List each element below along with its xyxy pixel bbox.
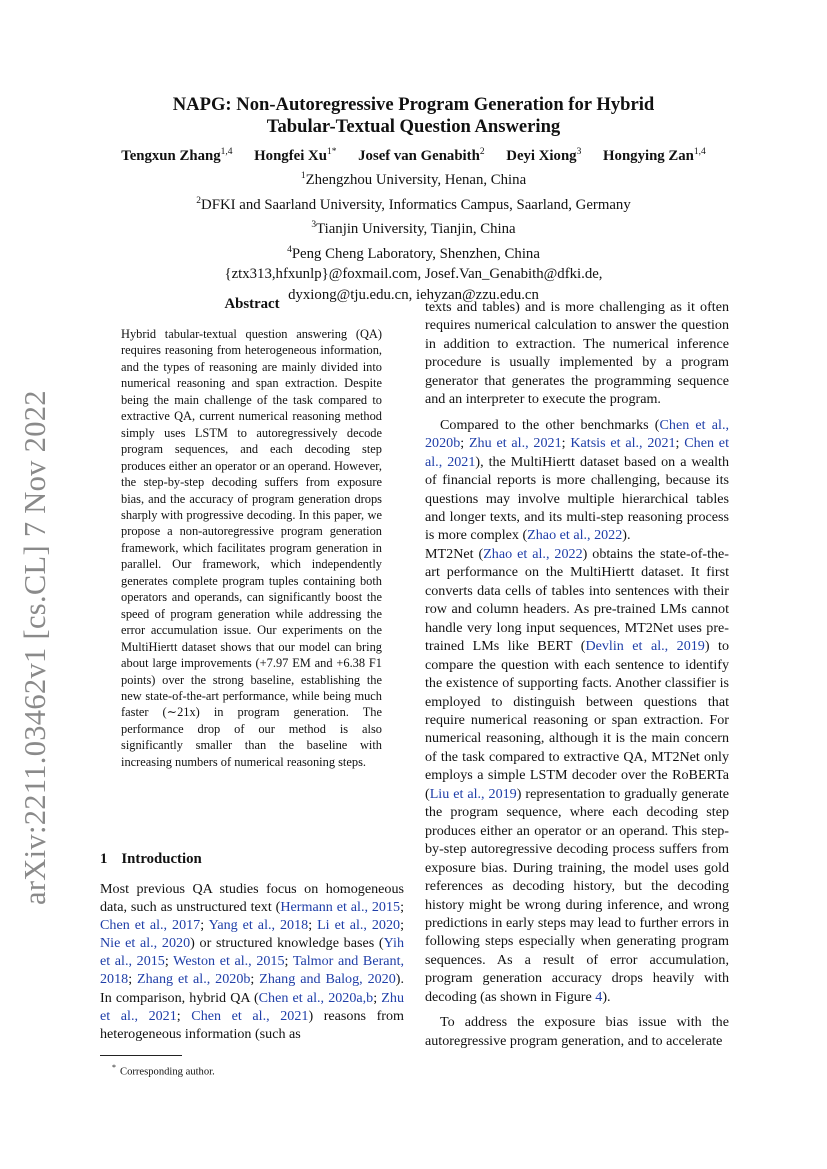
- right-column: [425, 298, 729, 1057]
- author: Hongying Zan$^{1,4}$: [603, 147, 706, 164]
- body-paragraph: To address the exposure bias issue with the autoregressive program generation, and to accelerate: [425, 1014, 729, 1049]
- author: Tengxun Zhang$^{1,4}$: [121, 147, 233, 164]
- section-number: 1: [100, 851, 108, 867]
- citation-link[interactable]: Zhang et al., 2020b: [137, 971, 251, 988]
- citation-link[interactable]: Yang et al., 2018: [208, 917, 309, 934]
- citation-link[interactable]: Hermann et al., 2015: [280, 899, 401, 916]
- citation-link[interactable]: Zhang and Balog, 2020: [259, 971, 396, 988]
- citation-link[interactable]: Katsis et al., 2021: [570, 435, 676, 452]
- abstract-heading: Abstract: [224, 296, 280, 312]
- arxiv-identifier: arXiv:2211.03462v1 [cs.CL] 7 Nov 2022: [18, 390, 52, 905]
- citation-link[interactable]: Liu et al., 2019: [429, 785, 517, 802]
- citation-link[interactable]: Chen et al., 2021: [191, 1007, 309, 1024]
- footnote-text: Corresponding author.: [120, 1066, 215, 1078]
- section-title: Introduction: [121, 851, 202, 867]
- section-heading: [100, 851, 202, 868]
- citation-link[interactable]: Chen et al., 2017: [100, 917, 201, 934]
- figure-link[interactable]: 4: [595, 988, 603, 1005]
- footnote-mark: *: [112, 1063, 116, 1072]
- citation-link[interactable]: Chen et al., 2020b: [425, 416, 729, 452]
- author: Josef van Genabith$^2$: [358, 147, 485, 164]
- citation-link[interactable]: Talmor and Berant, 2018: [100, 953, 405, 988]
- citation-link[interactable]: Zhu et al., 2021: [468, 435, 562, 452]
- footnote-divider: [100, 1055, 182, 1056]
- affiliation: $^1$Zhengzhou University, Henan, China: [300, 171, 527, 188]
- affiliation: $^3$Tianjin University, Tianjin, China: [311, 220, 516, 237]
- citation-link[interactable]: Zhao et al., 2022: [483, 545, 583, 562]
- citation-link[interactable]: Chen et al., 2020a,b: [258, 989, 374, 1006]
- affiliation: $^4$Peng Cheng Laboratory, Shenzhen, China: [287, 244, 540, 262]
- footnote: [112, 1061, 215, 1079]
- body-paragraph: texts and tables) and is more challenging as it often requires numerical calculation to answer the question in addition to extraction. The numerical inference procedure is usually implemented by a program generator that generates the programming sequence and an interpreter to execute the program.: [425, 299, 729, 408]
- abstract-text: Hybrid tabular-textual question answering (QA) requires reasoning from heterogeneous information, and the types of reasoning are mainly divided into numerical reasoning and span extraction. Despite being the main challenge of the task compared to extractive QA, current numerical reasoning method simply uses LSTM to autoregressively decode program sequences, and each decoding step produces either an operator or an operand. However, the step-by-step decoding suffers from exposure bias, and the accuracy of program generation drops sharply with progressive decoding. In this paper, we propose a non-autoregressive program generation framework, which facilitates program generation in parallel. Our framework, which independently generates complete program tuples containing both operators and operands, can significantly boost the speed of program generation while addressing the error accumulation issue. Our experiments on the MultiHiertt dataset shows that our model can bring about large improvements (+7.97 EM and +6.38 F1 points) over the strong baseline, establishing the new state-of-the-art performance, while being much faster (∼21x) in program generation. The performance drop of our method is also significantly smaller than the baseline with increasing numbers of numerical reasoning steps.: [121, 327, 382, 769]
- title-line-2: Tabular-Textual Question Answering: [266, 116, 561, 137]
- intro-paragraph: Most previous QA studies focus on homogeneous data, such as unstructured text (Hermann et al., 2015; Chen et al., 2017; Yang et al., 2018; Li et al., 2020; Nie et al., 2020) or structured knowledge bases (Yih et al., 2015; Weston et al., 2015; Talmor and Berant, 2018; Zhang et al., 2020b; Zhang and Balog, 2020). In comparison, hybrid QA (Chen et al., 2020a,b; Zhu et al., 2021; Chen et al., 2021) reasons from heterogeneous information (such as: [100, 881, 405, 1042]
- citation-link[interactable]: Chen et al., 2021: [425, 435, 729, 470]
- citation-link[interactable]: Nie et al., 2020: [100, 935, 191, 952]
- author: Deyi Xiong$^3$: [506, 147, 582, 164]
- affiliation: $^2$DFKI and Saarland University, Informatics Campus, Saarland, Germany: [196, 195, 631, 213]
- email-line: dyxiong@tju.edu.cn, iehyzan@zzu.edu.cn: [288, 286, 539, 303]
- paper-title: [100, 94, 727, 138]
- author: Hongfei $Xu^{1*}$: [254, 147, 337, 164]
- body-paragraph: Compared to the other benchmarks (Chen et al., 2020b; Zhu et al., 2021; Katsis et al., 2021; Chen et al., 2021), the MultiHiertt dataset based on a wealth of financial reports is more challenging, because its questions may involve multiple hierarchical tables and longer texts, and its multi-step reasoning process is more complex (Zhao et al., 2022). MT2Net (Zhao et al., 2022) obtains the state-of-the-art performance on the MultiHiertt dataset. It first converts data cells of tables into sentences with their row and column headers. As pre-trained LMs cannot handle very long input sequences, MT2Net uses pre-trained LMs like BERT (Devlin et al., 2019) to compare the question with each sentence to identify the existence of supporting facts. Another classifier is employed to distinguish between questions that require numerical reasoning or span extraction. For numerical reasoning, although it is the main concern of the task compared to extractive QA, MT2Net only employs a simple LSTM decoder over the RoBERTa (Liu et al., 2019) representation to gradually generate the program sequence, where each decoding step produces either an operator or an operand. This step-by-step autoregressive decoding process suffers from exposure bias. During training, the model uses gold references as decoding history, but the decoding history might be wrong during inference, and wrong predictions in early steps may lead to further errors in following steps especially when generating program sequences. As a result of error accumulation, program generation accuracy drops heavily with decoding (as shown in Figure 4).: [425, 416, 730, 1005]
- citation-link[interactable]: Zhao et al., 2022: [527, 527, 623, 544]
- affiliations: [100, 166, 727, 305]
- citation-link[interactable]: Zhu et al., 2021: [100, 989, 404, 1024]
- citation-link[interactable]: Devlin et al., 2019: [585, 638, 705, 655]
- citation-link[interactable]: Weston et al., 2015: [173, 953, 285, 970]
- email-line: {ztx313,hfxunlp}@foxmail.com, Josef.Van_Genabith@dfki.de,: [224, 266, 603, 283]
- citation-link[interactable]: Yih et al., 2015: [100, 935, 404, 970]
- author-list: [100, 147, 727, 165]
- citation-link[interactable]: Li et al., 2020: [317, 917, 401, 934]
- title-line-1: NAPG: Non-Autoregressive Program Generation for Hybrid: [172, 94, 655, 115]
